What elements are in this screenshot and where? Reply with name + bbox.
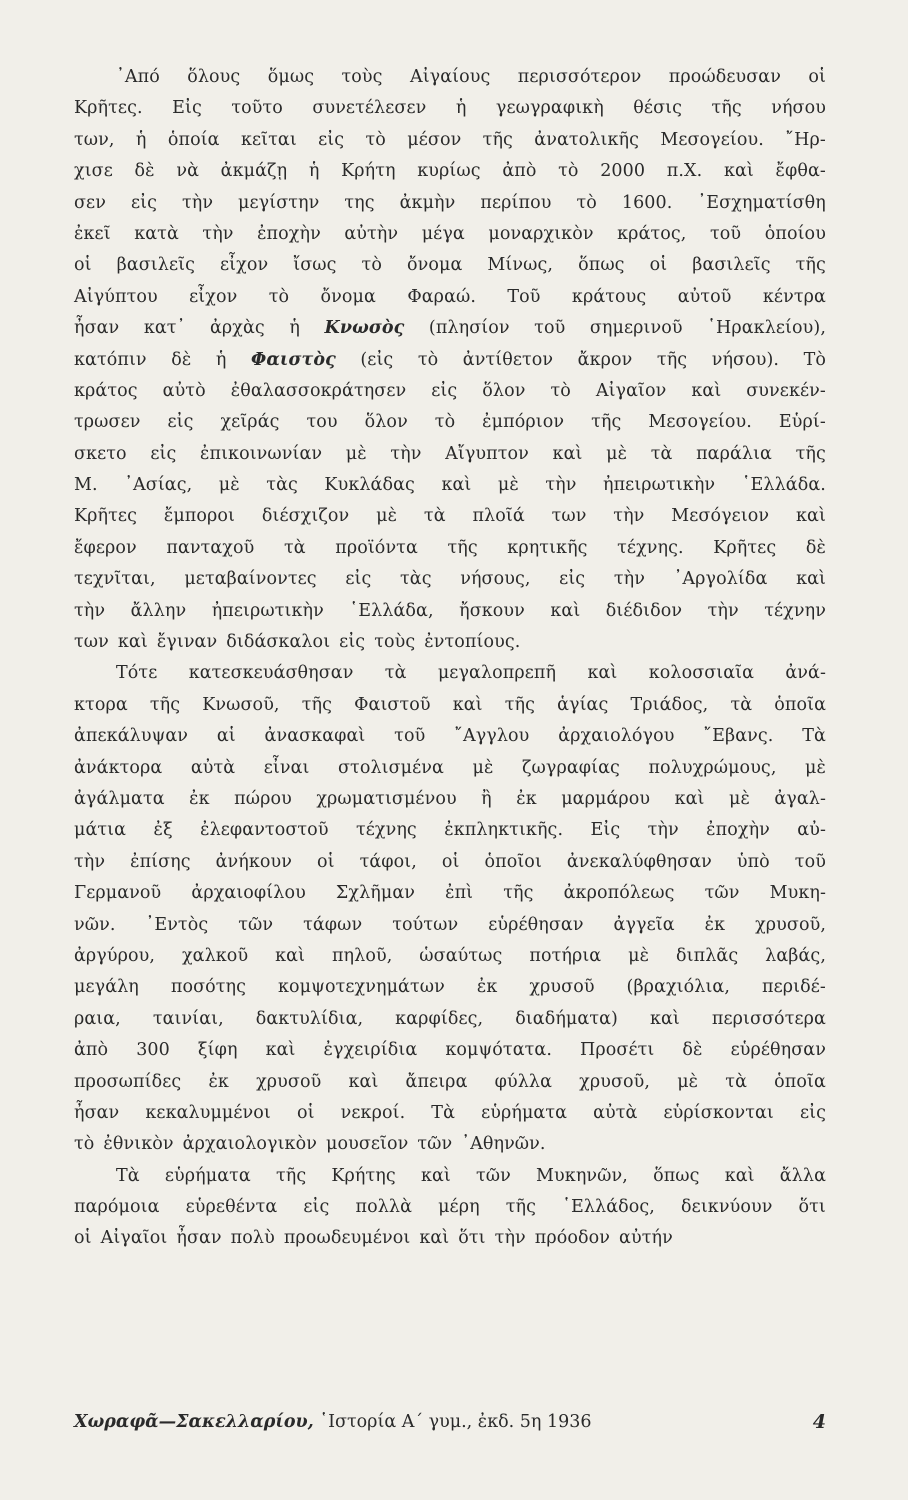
text-line: ἐκεῖ κατὰ τὴν ἐποχὴν αὐτὴν μέγα μοναρχικὸν κράτος, τοῦ ὁποίου: [74, 223, 826, 244]
text-line: κατόπιν δὲ ἡ Φαιστὸς (εἰς τὸ ἀντίθετον ἄκρον τῆς νήσου). Τὸ: [74, 349, 826, 370]
text-line: τεχνῖται, μεταβαίνοντες εἰς τὰς νήσους, εἰς τὴν ᾿Αργολίδα καὶ: [74, 569, 826, 590]
text-line: Γερμανοῦ ἀρχαιοφίλου Σχλῆμαν ἐπὶ τῆς ἀκροπόλεως τῶν Μυκη-: [74, 883, 826, 904]
text-line: κτορα τῆς Κνωσοῦ, τῆς Φαιστοῦ καὶ τῆς ἁγίας Τριάδος, τὰ ὁποῖα: [74, 694, 826, 715]
page-number: 4: [812, 1411, 826, 1433]
footer-book: ῾Ιστορία Α΄ γυμ., ἐκδ. 5η 1936: [319, 1412, 592, 1432]
text-line: ἀργύρου, χαλκοῦ καὶ πηλοῦ, ὡσαύτως ποτήρια μὲ διπλᾶς λαβάς,: [74, 945, 826, 966]
text-line: ἔφερον πανταχοῦ τὰ προϊόντα τῆς κρητικῆς τέχνης. Κρῆτες δὲ: [74, 537, 826, 558]
text-line: χισε δὲ νὰ ἀκμάζῃ ἡ Κρήτη κυρίως ἀπὸ τὸ 2000 π.Χ. καὶ ἔφθα-: [74, 161, 826, 182]
text-line: ἀπὸ 300 ξίφη καὶ ἐγχειρίδια κομψότατα. Προσέτι δὲ εὑρέθησαν: [74, 1040, 826, 1061]
text-line: παρόμοια εὑρεθέντα εἰς πολλὰ μέρη τῆς ῾Ελλάδος, δεικνύουν ὅτι: [74, 1197, 826, 1218]
paragraph: [74, 1161, 826, 1255]
text-line: των, ἡ ὁποία κεῖται εἰς τὸ μέσον τῆς ἀνατολικῆς Μεσογείου. ῎Ηρ-: [74, 129, 826, 150]
text-line: τὸ ἐθνικὸν ἀρχαιολογικὸν μουσεῖον τῶν ᾿Αθηνῶν.: [74, 1134, 546, 1155]
text-line: κράτος αὐτὸ ἐθαλασσοκράτησεν εἰς ὅλον τὸ Αἰγαῖον καὶ συνεκέν-: [74, 380, 826, 401]
text-line: μάτια ἐξ ἐλεφαντοστοῦ τέχνης ἐκπληκτικῆς. Εἰς τὴν ἐποχὴν αὐ-: [74, 820, 826, 841]
text-line: ἀνάκτορα αὐτὰ εἶναι στολισμένα μὲ ζωγραφίας πολυχρώμους, μὲ: [74, 757, 826, 778]
text-line: Τότε κατεσκευάσθησαν τὰ μεγαλοπρεπῆ καὶ κολοσσιαῖα ἀνά-: [116, 663, 826, 684]
text-line: ᾿Από ὅλους ὅμως τοὺς Αἰγαίους περισσότερον προώδευσαν οἱ: [116, 67, 826, 87]
text-line: σεν εἰς τὴν μεγίστην της ἀκμὴν περίπου τὸ 1600. ᾿Εσχηματίσθη: [74, 192, 826, 213]
text-line: ἀγάλματα ἐκ πώρου χρωματισμένου ἢ ἐκ μαρμάρου καὶ μὲ ἀγαλ-: [74, 788, 826, 809]
text-line: σκετο εἰς ἐπικοινωνίαν μὲ τὴν Αἴγυπτον καὶ μὲ τὰ παράλια τῆς: [74, 443, 826, 464]
text-line: οἱ Αἰγαῖοι ἦσαν πολὺ προωδευμένοι καὶ ὅτι τὴν πρόοδον αὐτήν: [74, 1228, 673, 1249]
text-line: των καὶ ἔγιναν διδάσκαλοι εἰς τοὺς ἐντοπίους.: [74, 632, 521, 653]
text-line: ἦσαν κεκαλυμμένοι οἱ νεκροί. Τὰ εὑρήματα αὐτὰ εὑρίσκονται εἰς: [74, 1102, 826, 1123]
footer-citation: [74, 1408, 592, 1436]
text-line: Κρῆτες. Εἰς τοῦτο συνετέλεσεν ἡ γεωγραφικὴ θέσις τῆς νήσου: [74, 98, 826, 119]
text-line: τρωσεν εἰς χεῖράς του ὅλον τὸ ἐμπόριον τῆς Μεσογείου. Εὑρί-: [74, 412, 826, 433]
page-footer: [74, 1408, 826, 1436]
footer-authors: Χωραφᾶ—Σακελλαρίου,: [74, 1412, 314, 1432]
page-body: [74, 62, 826, 1255]
text-line: νῶν. ᾿Εντὸς τῶν τάφων τούτων εὑρέθησαν ἀγγεῖα ἐκ χρυσοῦ,: [74, 914, 826, 935]
text-line: οἱ βασιλεῖς εἶχον ἴσως τὸ ὄνομα Μίνως, ὅπως οἱ βασιλεῖς τῆς: [74, 255, 826, 276]
text-line: Αἰγύπτου εἶχον τὸ ὄνομα Φαραώ. Τοῦ κράτους αὐτοῦ κέντρα: [74, 286, 826, 307]
paragraph: [74, 658, 826, 1160]
text-line: μεγάλη ποσότης κομψοτεχνημάτων ἐκ χρυσοῦ (βραχιόλια, περιδέ-: [74, 977, 826, 998]
text-line: τὴν ἐπίσης ἀνήκουν οἱ τάφοι, οἱ ὁποῖοι ἀνεκαλύφθησαν ὑπὸ τοῦ: [74, 851, 826, 872]
text-line: Κρῆτες ἔμποροι διέσχιζον μὲ τὰ πλοῖά των τὴν Μεσόγειον καὶ: [74, 506, 826, 527]
text-line: ἀπεκάλυψαν αἱ ἀνασκαφαὶ τοῦ ῎Αγγλου ἀρχαιολόγου ῎Εβανς. Τὰ: [74, 726, 826, 747]
text-line: ραια, ταινίαι, δακτυλίδια, καρφίδες, διαδήματα) καὶ περισσότερα: [74, 1008, 826, 1029]
text-line: τὴν ἄλλην ἠπειρωτικὴν ῾Ελλάδα, ἤσκουν καὶ διέδιδον τὴν τέχνην: [74, 600, 826, 621]
text-line: Τὰ εὑρήματα τῆς Κρήτης καὶ τῶν Μυκηνῶν, ὅπως καὶ ἄλλα: [116, 1165, 826, 1186]
text-line: ἦσαν κατ᾿ ἀρχὰς ἡ Κνωσὸς (πλησίον τοῦ σημερινοῦ ῾Ηρακλείου),: [74, 318, 826, 339]
text-line: Μ. ᾿Ασίας, μὲ τὰς Κυκλάδας καὶ μὲ τὴν ἠπειρωτικὴν ῾Ελλάδα.: [74, 475, 826, 496]
text-line: προσωπίδες ἐκ χρυσοῦ καὶ ἄπειρα φύλλα χρυσοῦ, μὲ τὰ ὁποῖα: [74, 1071, 826, 1092]
paragraph: [74, 62, 826, 658]
